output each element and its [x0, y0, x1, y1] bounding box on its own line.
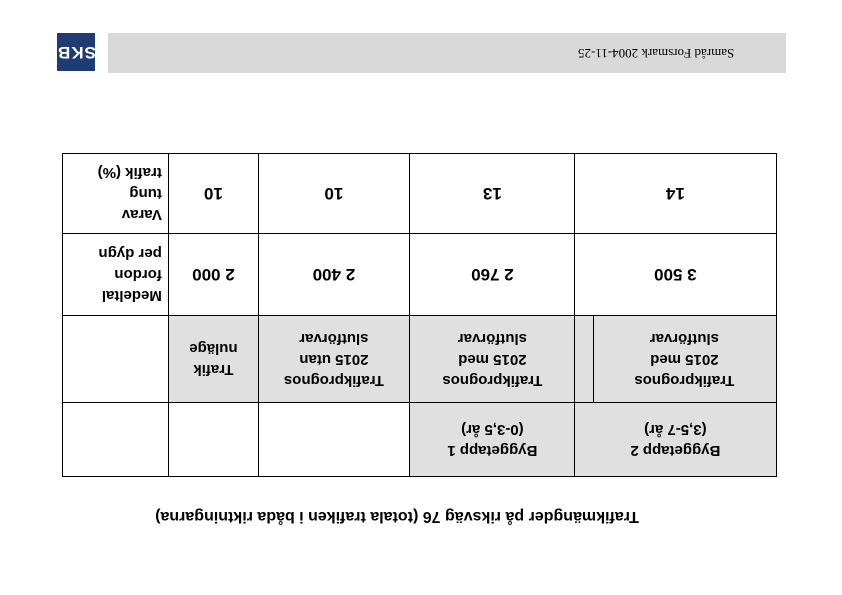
- scenario-with-repository-2: Trafikprognos 2015 med slutförvar: [634, 329, 735, 389]
- table-cell: [258, 316, 409, 403]
- table-cell-empty: [168, 403, 258, 477]
- scenario-without-repository: Trafikprognos 2015 utan slutförvar: [283, 329, 384, 389]
- table-row: [63, 316, 777, 403]
- table-cell: [575, 234, 777, 316]
- table-cell: [575, 154, 777, 234]
- vehicles-per-day-label: Medeltal fordon per dygn: [98, 245, 162, 304]
- table-cell: [575, 316, 777, 403]
- phase-2-label: Byggetapp 2 (3,5-7 år): [630, 420, 721, 459]
- table-cell: [409, 234, 575, 316]
- traffic-table: [62, 153, 777, 477]
- table-row: [63, 234, 777, 316]
- table-cell-empty: [258, 403, 409, 477]
- table-row: [63, 403, 777, 477]
- vehicles-value-current: 2 000: [192, 265, 235, 284]
- meeting-date-text: Samråd Forsmark 2004-11-25: [577, 46, 734, 61]
- skb-logo: [57, 33, 95, 71]
- heavy-value-phase1: 13: [482, 184, 502, 203]
- heavy-value-phase2: 14: [666, 184, 686, 203]
- table-cell: [168, 234, 258, 316]
- table-cell: [258, 154, 409, 234]
- scenario-current: Trafik nuläge: [189, 340, 238, 378]
- table-cell: [168, 316, 258, 403]
- heavy-traffic-label: Varav tung trafik (%): [97, 164, 162, 223]
- table-cell-empty: [63, 316, 169, 403]
- heavy-value-current: 10: [203, 184, 223, 203]
- heavy-value-without: 10: [324, 184, 344, 203]
- table-caption: Trafikmängder på riksväg 76 (totala trafiken i båda riktningarna): [155, 508, 639, 525]
- table-cell-empty: [63, 403, 169, 477]
- table-cell: [168, 154, 258, 234]
- vehicles-value-phase1: 2 760: [470, 265, 514, 284]
- table-cell: [409, 316, 575, 403]
- vehicles-value-without: 2 400: [312, 265, 355, 284]
- table-cell-vehicles-label: [63, 234, 169, 316]
- scenario-with-repository-1: Trafikprognos 2015 med slutförvar: [441, 329, 542, 389]
- vehicles-value-phase2: 3 500: [654, 265, 697, 284]
- table-cell: [409, 403, 575, 477]
- table-cell-heavy-label: [63, 154, 169, 234]
- header-band: [108, 33, 786, 73]
- table-cell: [409, 154, 575, 234]
- table-row: [63, 154, 777, 234]
- table-cell: [258, 234, 409, 316]
- table-cell: [575, 403, 777, 477]
- phase-1-label: Byggetapp 1 (0-3,5 år): [446, 420, 537, 459]
- logo-text: SKB: [56, 43, 96, 62]
